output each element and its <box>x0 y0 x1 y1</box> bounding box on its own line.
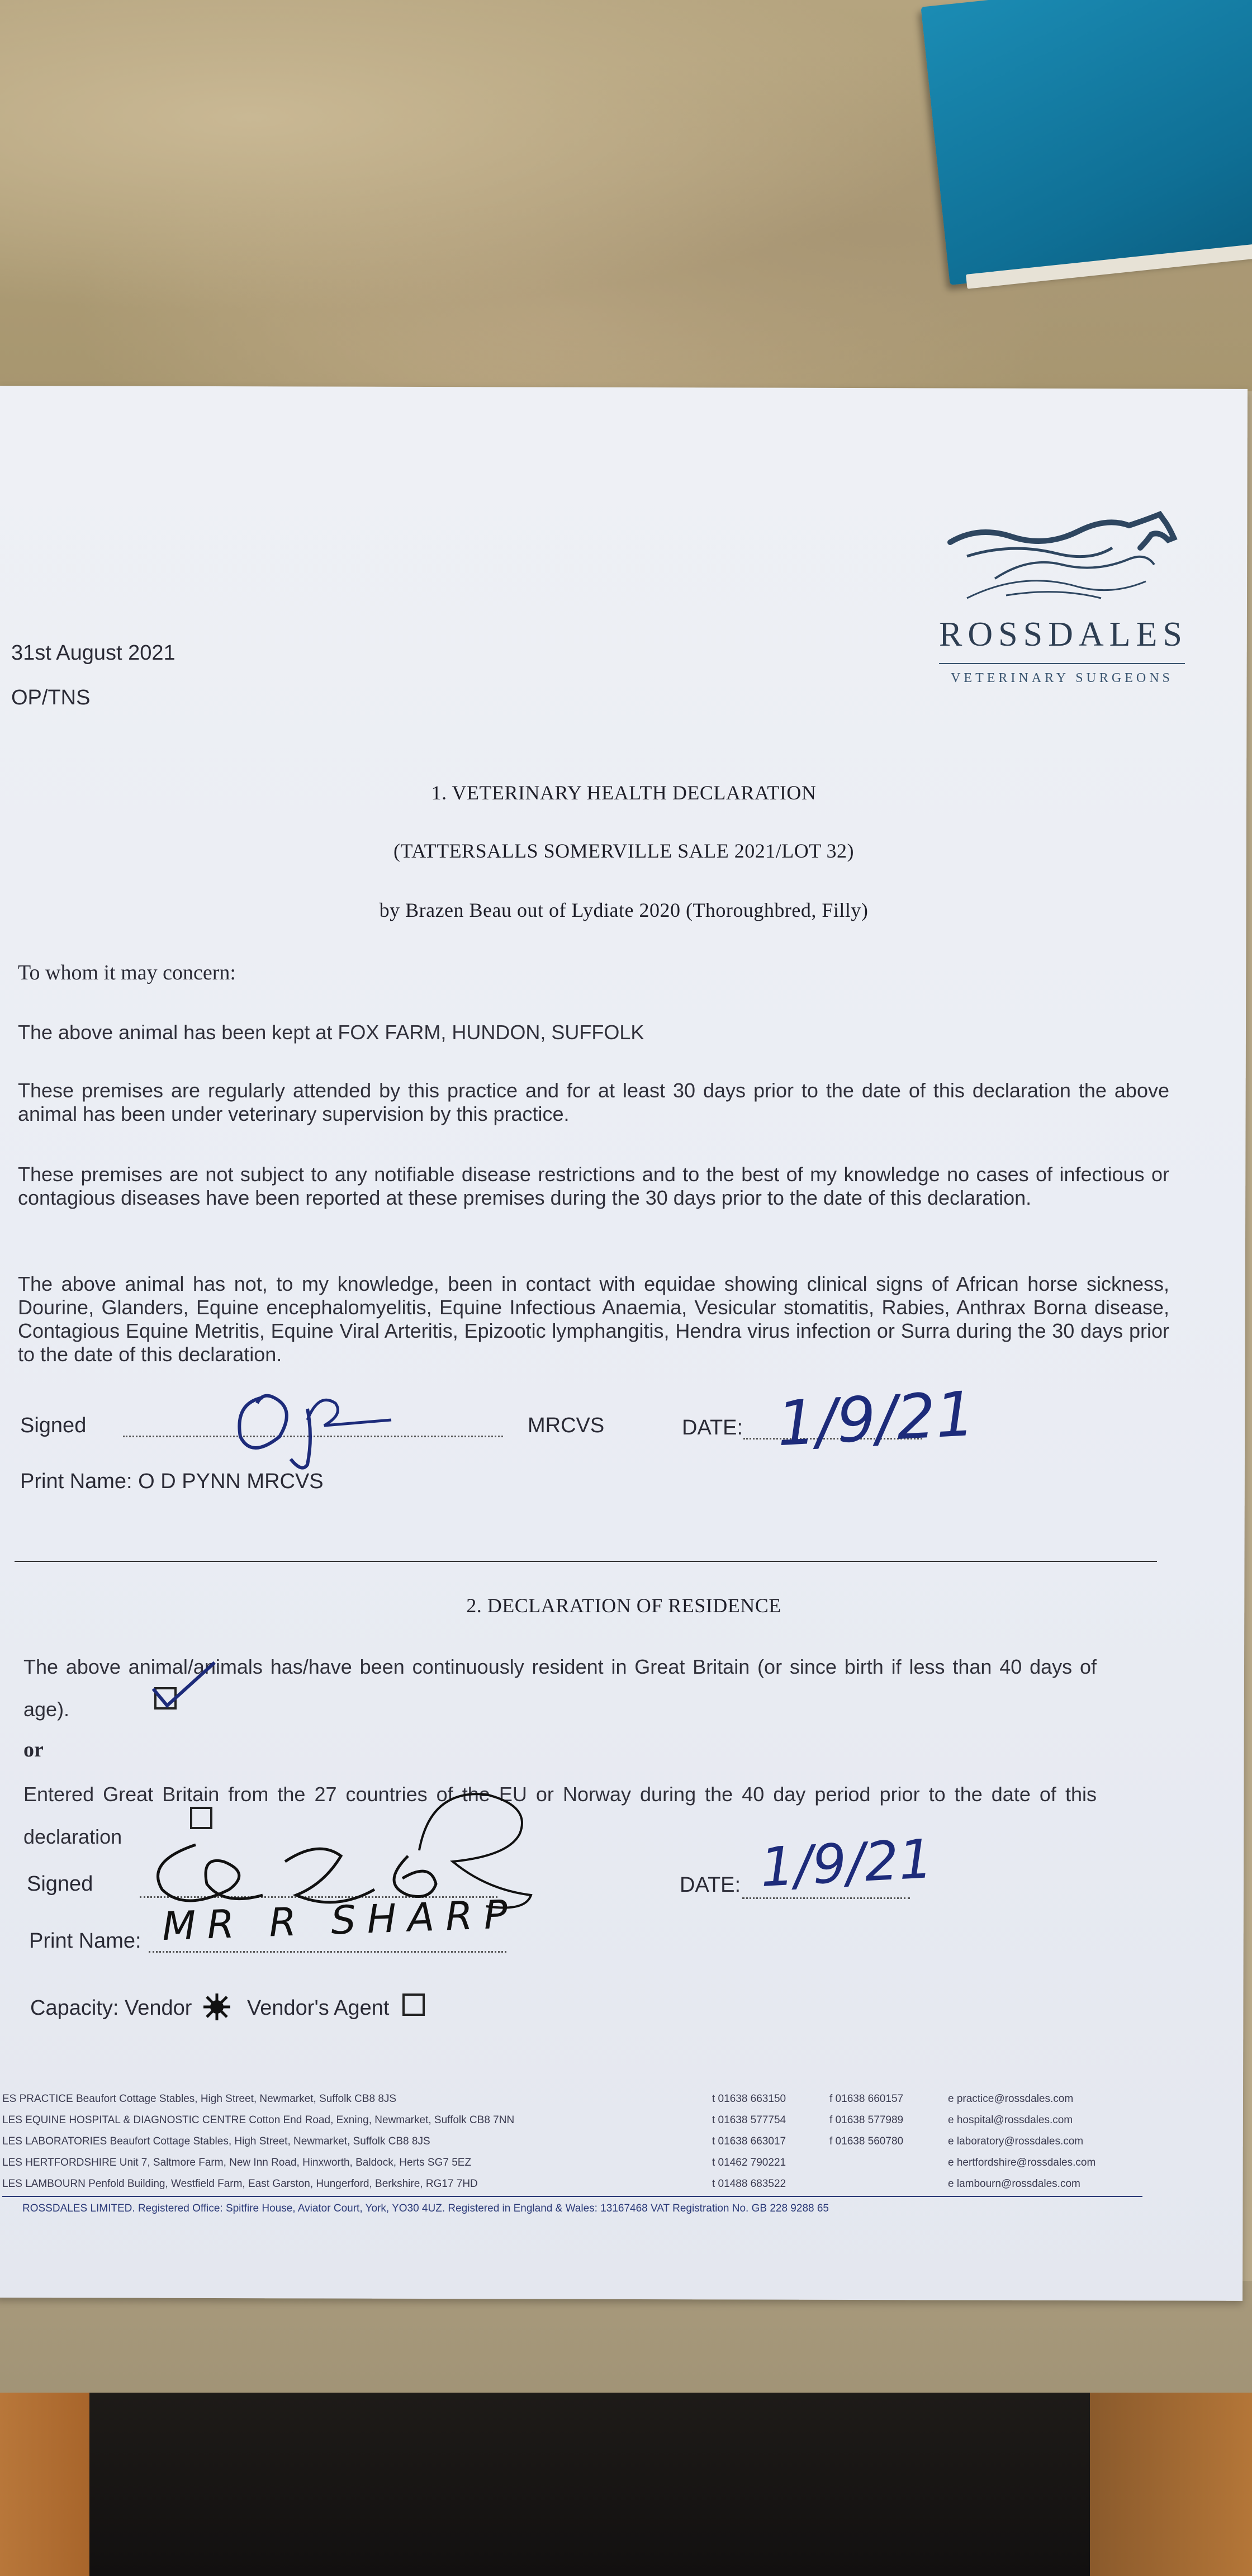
dark-floor <box>0 2393 1252 2576</box>
vendor-date-handwritten: 1/9/21 <box>758 1827 935 1900</box>
footer-address-3: LES LABORATORIES Beaufort Cottage Stables, High Street, Newmarket, Suffolk CB8 8JS <box>2 2135 430 2147</box>
capacity-vendor-label: Capacity: Vendor <box>30 1996 192 2020</box>
footer-email-5: e lambourn@rossdales.com <box>948 2178 1080 2190</box>
footer-rule <box>2 2196 1142 2197</box>
animal-description: by Brazen Beau out of Lydiate 2020 (Thoroughbred, Filly) <box>379 899 869 921</box>
footer-registration: ROSSDALES LIMITED. Registered Office: Spitfire House, Aviator Court, York, YO30 4UZ. Registered in England & Wales: 13167468 VAT Registration No. GB 228 9288 65 <box>22 2203 829 2214</box>
restrictions-paragraph: These premises are not subject to any notifiable disease restrictions and to the best of my knowledge no cases of infectious or contagious diseases have been reported at these premises during the 30 days prior to the date of this declaration. <box>18 1163 1169 1209</box>
footer-email-3: e laboratory@rossdales.com <box>948 2135 1084 2147</box>
footer-fax-1: f 01638 660157 <box>829 2093 904 2105</box>
vendor-agent-checkbox[interactable] <box>402 1993 425 2016</box>
letter-reference: OP/TNS <box>11 686 91 709</box>
date-label: DATE: <box>682 1416 743 1439</box>
footer-email-2: e hospital@rossdales.com <box>948 2114 1073 2126</box>
vendor-signed-label: Signed <box>27 1872 93 1896</box>
footer-fax-3: f 01638 560780 <box>829 2135 904 2147</box>
vendor-selected-mark[interactable] <box>201 1991 233 2023</box>
footer-address-5: LES LAMBOURN Penfold Building, Westfield Farm, East Garston, Hungerford, Berkshire, RG17 7HD <box>2 2178 478 2190</box>
or-label: or <box>23 1738 44 1761</box>
letter-date: 31st August 2021 <box>11 641 176 665</box>
logo-divider <box>939 663 1185 664</box>
supervision-paragraph: These premises are regularly attended by this practice and for at least 30 days prior to the date of this declaration the above animal has been under veterinary supervision by this practice. <box>18 1079 1169 1125</box>
mrcvs-label: MRCVS <box>528 1414 605 1437</box>
premises-paragraph: The above animal has been kept at FOX FARM, HUNDON, SUFFOLK <box>18 1021 644 1044</box>
footer-address-1: ES PRACTICE Beaufort Cottage Stables, High Street, Newmarket, Suffolk CB8 8JS <box>2 2093 397 2105</box>
vendor-print-name-handwritten: MR R SHARP <box>161 1891 520 1950</box>
vendor-agent-label: Vendor's Agent <box>247 1996 390 2020</box>
footer-email-4: e hertfordshire@rossdales.com <box>948 2157 1096 2168</box>
footer-tel-4: t 01462 790221 <box>712 2157 786 2168</box>
section1-heading: 1. VETERINARY HEALTH DECLARATION <box>431 782 817 804</box>
footer-fax-2: f 01638 577989 <box>829 2114 904 2126</box>
footer-address-4: LES HERTFORDSHIRE Unit 7, Saltmore Farm, New Inn Road, Hinxworth, Baldock, Herts SG7 5EZ <box>2 2157 472 2168</box>
residence-option-1: The above animal/animals has/have been continuously resident in Great Britain (or since birth if less than 40 days of age). <box>23 1655 1097 1721</box>
section2-heading: 2. DECLARATION OF RESIDENCE <box>466 1594 781 1617</box>
section1-subheading: (TATTERSALLS SOMERVILLE SALE 2021/LOT 32) <box>393 840 855 862</box>
footer-tel-5: t 01488 683522 <box>712 2178 786 2190</box>
footer-tel-3: t 01638 663017 <box>712 2135 786 2147</box>
wood-floor-right <box>1090 2393 1252 2576</box>
horse-logo-icon <box>945 503 1179 609</box>
footer-email-1: e practice@rossdales.com <box>948 2093 1074 2105</box>
footer-address-2: LES EQUINE HOSPITAL & DIAGNOSTIC CENTRE Cotton End Road, Exning, Newmarket, Suffolk CB8 7NN <box>2 2114 515 2126</box>
vet-date-handwritten: 1/9/21 <box>775 1377 977 1460</box>
residence-option-2: Entered Great Britain from the 27 countries of the EU or Norway during the 40 day period prior to the date of this declaration <box>23 1783 1097 1848</box>
footer-tel-2: t 01638 577754 <box>712 2114 786 2126</box>
vendor-date-label: DATE: <box>680 1873 741 1897</box>
contact-paragraph: The above animal has not, to my knowledge, been in contact with equidae showing clinical signs of African horse sickness, Dourine, Glanders, Equine encephalomyelitis, Equine Infectious Anaemia, Vesicular stomatitis, Rabies, Anthrax Borna disease, Contagious Equine Metritis, Equine Viral Arteritis, Epizootic lymphangitis, Hendra virus infection or Surra during the 30 days prior to the date of this declaration. <box>18 1272 1169 1366</box>
tick-mark <box>148 1658 220 1714</box>
vendor-print-name-label: Print Name: <box>29 1929 141 1953</box>
salutation: To whom it may concern: <box>18 961 236 984</box>
section-divider <box>15 1561 1157 1562</box>
vet-print-name: Print Name: O D PYNN MRCVS <box>20 1470 324 1493</box>
vendor-print-name-line <box>149 1951 506 1953</box>
footer-tel-1: t 01638 663150 <box>712 2093 786 2105</box>
logo-name: ROSSDALES <box>939 615 1188 654</box>
vet-signature <box>224 1375 402 1476</box>
wood-floor-left <box>0 2393 89 2576</box>
blue-book <box>921 0 1252 285</box>
logo-tagline: VETERINARY SURGEONS <box>951 671 1173 685</box>
signed-label: Signed <box>20 1414 87 1437</box>
